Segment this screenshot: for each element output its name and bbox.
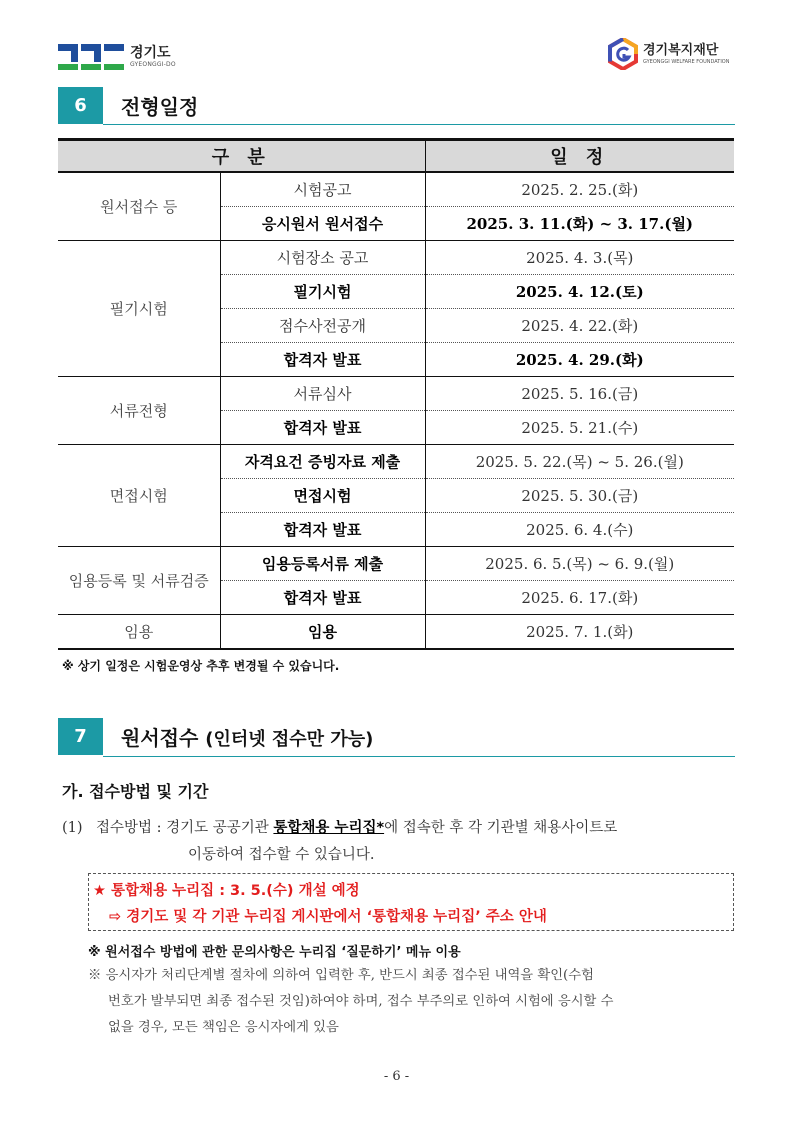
- schedule-date: 2025. 6. 17.(화): [425, 581, 734, 615]
- table-row: [58, 615, 734, 650]
- subsection-heading: 가. 접수방법 및 기간: [62, 782, 209, 801]
- schedule-item: 점수사전공개: [220, 309, 425, 343]
- schedule-date: 2025. 4. 22.(화): [425, 309, 734, 343]
- schedule-item: 합격자 발표: [220, 513, 425, 547]
- responsibility-line2: 번호가 발부되면 최종 접수된 것임)하여야 하며, 접수 부주의로 인하여 시험에 응시할 수: [108, 994, 614, 1009]
- method-prefix: 접수방법 : 경기도 공공기관: [96, 820, 274, 836]
- gyeonggi-do-logo: [58, 42, 176, 72]
- section-title-main: 원서접수: [121, 726, 199, 750]
- schedule-item: 서류심사: [220, 377, 425, 411]
- section-number: 6: [58, 87, 103, 124]
- schedule-item: 응시원서 원서접수: [220, 207, 425, 241]
- section-7-heading: [58, 718, 373, 755]
- hexagon-logo-icon: [608, 38, 638, 70]
- schedule-date: 2025. 6. 5.(목) ~ 6. 9.(월): [425, 547, 734, 581]
- schedule-table: [58, 138, 734, 650]
- table-header-date: 일 정: [425, 140, 734, 173]
- responsibility-line1: ※ 응시자가 처리단계별 절차에 의하여 입력한 후, 반드시 최종 접수된 내역을 확인(수험: [88, 968, 594, 983]
- responsibility-note: [88, 963, 738, 1041]
- schedule-item: 면접시험: [220, 479, 425, 513]
- schedule-date: 2025. 5. 30.(금): [425, 479, 734, 513]
- schedule-date: 2025. 4. 29.(화): [425, 343, 734, 377]
- section-divider: [103, 756, 735, 757]
- left-logo-english: GYEONGGI-DO: [130, 61, 176, 68]
- section-title: 전형일정: [121, 95, 199, 119]
- table-row: [58, 377, 734, 411]
- responsibility-line3: 없을 경우, 모든 책임은 응시자에게 있음: [108, 1020, 339, 1035]
- schedule-item: 자격요건 증빙자료 제출: [220, 445, 425, 479]
- table-row: [58, 241, 734, 275]
- right-logo-korean: 경기복지재단: [643, 42, 719, 58]
- table-row: [58, 445, 734, 479]
- schedule-category: 임용등록 및 서류검증: [58, 547, 220, 615]
- schedule-date: 2025. 2. 25.(화): [425, 172, 734, 207]
- schedule-date: 2025. 4. 3.(목): [425, 241, 734, 275]
- schedule-date: 2025. 3. 11.(화) ~ 3. 17.(월): [425, 207, 734, 241]
- integrated-recruitment-link[interactable]: 통합채용 누리집*: [273, 820, 385, 836]
- left-logo-korean: 경기도: [130, 45, 171, 61]
- schedule-item: 합격자 발표: [220, 581, 425, 615]
- schedule-note: ※ 상기 일정은 시험운영상 추후 변경될 수 있습니다.: [62, 659, 340, 673]
- schedule-date: 2025. 6. 4.(수): [425, 513, 734, 547]
- section-number: 7: [58, 718, 103, 755]
- section-title: [121, 722, 373, 751]
- schedule-date: 2025. 7. 1.(화): [425, 615, 734, 650]
- schedule-item: 합격자 발표: [220, 343, 425, 377]
- section-divider: [103, 124, 735, 125]
- notice-line1: ★ 통합채용 누리집 : 3. 5.(수) 개설 예정: [93, 883, 360, 899]
- section-6-heading: [58, 87, 198, 124]
- gyeonggi-mark-icon: [58, 44, 124, 70]
- schedule-date: 2025. 5. 22.(목) ~ 5. 26.(월): [425, 445, 734, 479]
- schedule-category: 서류전형: [58, 377, 220, 445]
- welfare-foundation-logo: [608, 38, 730, 70]
- schedule-category: 원서접수 등: [58, 172, 220, 241]
- table-header-category: 구 분: [58, 140, 425, 173]
- schedule-item: 합격자 발표: [220, 411, 425, 445]
- schedule-category: 필기시험: [58, 241, 220, 377]
- schedule-date: 2025. 4. 12.(토): [425, 275, 734, 309]
- schedule-category: 임용: [58, 615, 220, 650]
- schedule-date: 2025. 5. 21.(수): [425, 411, 734, 445]
- schedule-date: 2025. 5. 16.(금): [425, 377, 734, 411]
- table-row: [58, 547, 734, 581]
- schedule-category: 면접시험: [58, 445, 220, 547]
- table-row: [58, 172, 734, 207]
- right-logo-english: GYEONGGI WELFARE FOUNDATION: [643, 58, 730, 65]
- inquiry-note: ※ 원서접수 방법에 관한 문의사항은 누리집 ‘질문하기’ 메뉴 이용: [88, 945, 461, 960]
- schedule-item: 임용등록서류 제출: [220, 547, 425, 581]
- schedule-item: 임용: [220, 615, 425, 650]
- schedule-item: 시험공고: [220, 172, 425, 207]
- method-line2: 이동하여 접수할 수 있습니다.: [188, 847, 375, 863]
- section-title-sub: (인터넷 접수만 가능): [205, 729, 374, 750]
- notice-box: [88, 873, 734, 931]
- notice-line2: ⇨ 경기도 및 각 기관 누리집 게시판에서 ‘통합채용 누리집’ 주소 안내: [109, 909, 547, 925]
- method-paragraph: [62, 815, 737, 869]
- schedule-item: 필기시험: [220, 275, 425, 309]
- schedule-item: 시험장소 공고: [220, 241, 425, 275]
- page-number: - 6 -: [383, 1069, 410, 1084]
- item-number: (1): [62, 820, 83, 836]
- method-suffix: 에 접속한 후 각 기관별 채용사이트로: [384, 820, 618, 836]
